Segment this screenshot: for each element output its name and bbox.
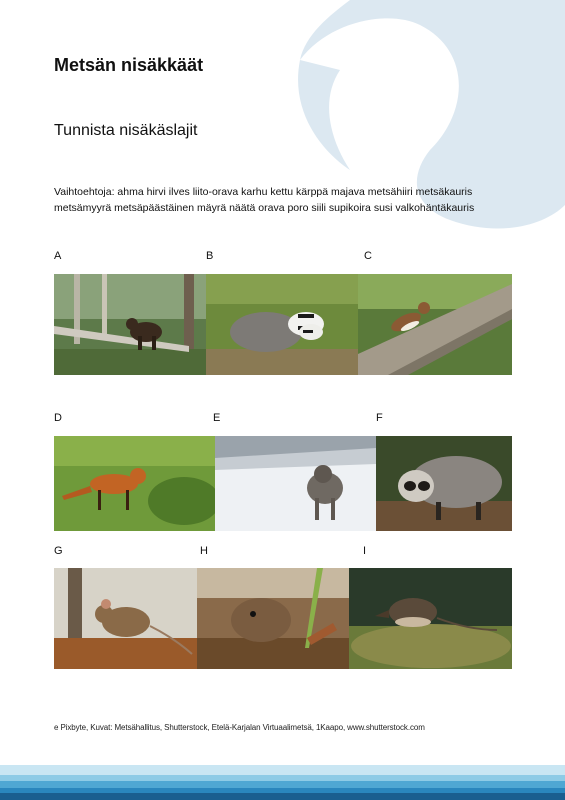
- photo-label-g: G: [54, 545, 63, 557]
- photo-label-a: A: [54, 250, 62, 262]
- photo-label-e: E: [213, 412, 221, 424]
- image-credits: e Pixbyte, Kuvat: Metsähallitus, Shutterstock, Etelä-Karjalan Virtuaalimetsä, 1Kaapo, www.shutterstock.com: [54, 723, 425, 732]
- photo-label-f: F: [376, 412, 383, 424]
- photo-c-stoat: [358, 274, 512, 375]
- photo-b-badger: [206, 274, 358, 375]
- footer-decoration: [0, 765, 565, 800]
- photo-label-b: B: [206, 250, 214, 262]
- photo-a-wolverine: [54, 274, 206, 375]
- photo-label-h: H: [200, 545, 208, 557]
- photo-d-fox: [54, 436, 215, 531]
- photo-f-raccoon-dog: [376, 436, 512, 531]
- photo-label-i: I: [363, 545, 367, 557]
- page-subtitle: Tunnista nisäkäslajit: [54, 122, 198, 139]
- photo-label-c: C: [364, 250, 372, 262]
- species-options: [54, 184, 524, 216]
- options-line-1: Vaihtoehtoja: ahma hirvi ilves liito-orava karhu kettu kärppä majava metsähiiri metsäkauris: [54, 186, 473, 198]
- photo-label-d: D: [54, 412, 62, 424]
- photo-h-bank-vole: [197, 568, 349, 669]
- page-title: Metsän nisäkkäät: [54, 55, 204, 75]
- options-line-2: metsämyyrä metsäpäästäinen mäyrä näätä orava poro siili supikoira susi valkohäntäkauris: [54, 202, 475, 214]
- photo-e-wolf: [215, 436, 376, 531]
- photo-i-shrew: [349, 568, 512, 669]
- photo-g-wood-mouse: [54, 568, 197, 669]
